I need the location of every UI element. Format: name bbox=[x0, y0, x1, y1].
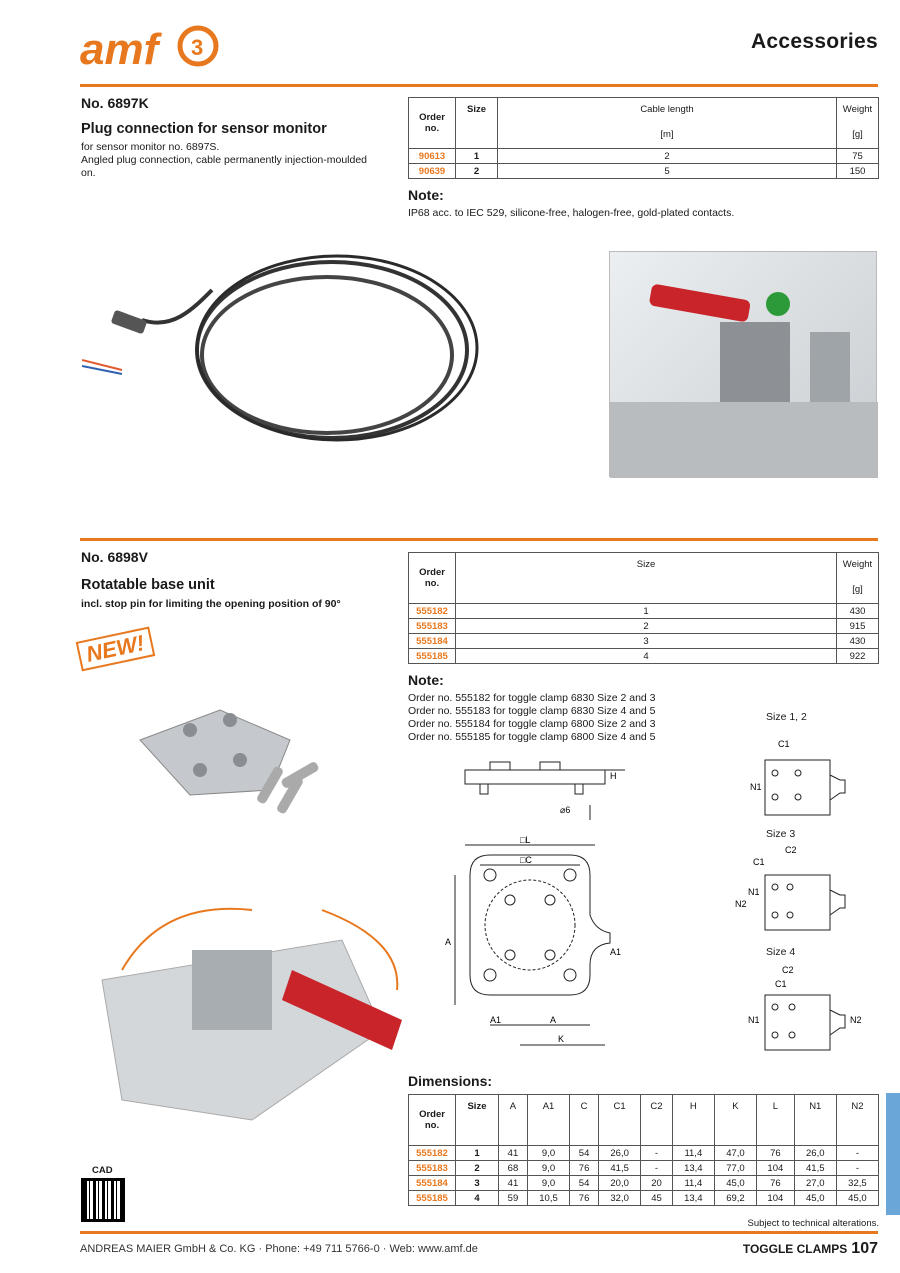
weight-header: Weight bbox=[842, 559, 873, 570]
cell: - bbox=[836, 1161, 878, 1176]
cell: 3 bbox=[456, 634, 837, 649]
cell: 915 bbox=[837, 619, 879, 634]
product-number: No. 6898V bbox=[81, 549, 148, 565]
cell: 20 bbox=[641, 1176, 673, 1191]
col-l: L bbox=[756, 1095, 794, 1146]
cell: 13,4 bbox=[672, 1161, 714, 1176]
note-title: Note: bbox=[408, 672, 444, 688]
cell: - bbox=[836, 1146, 878, 1161]
cell: 76 bbox=[756, 1176, 794, 1191]
technical-drawings bbox=[430, 705, 885, 1060]
dim-c1-label: C1 bbox=[753, 857, 765, 867]
clamp-photo bbox=[82, 880, 412, 1130]
col-order: Order no. bbox=[409, 1095, 456, 1146]
cell: 9,0 bbox=[527, 1161, 569, 1176]
note-line: Order no. 555182 for toggle clamp 6830 Size 2 and 3 bbox=[408, 692, 656, 704]
cell: - bbox=[641, 1161, 673, 1176]
order-number[interactable]: 555185 bbox=[409, 1191, 456, 1206]
order-number[interactable]: 555184 bbox=[409, 634, 456, 649]
col-weight bbox=[837, 553, 879, 604]
cell: 76 bbox=[570, 1161, 599, 1176]
col-cable bbox=[498, 98, 837, 149]
table-row bbox=[409, 1176, 879, 1191]
cell: 41,5 bbox=[599, 1161, 641, 1176]
cell: 922 bbox=[837, 649, 879, 664]
table-row bbox=[409, 164, 879, 179]
col-n2: N2 bbox=[836, 1095, 878, 1146]
order-number[interactable]: 555182 bbox=[409, 1146, 456, 1161]
dim-a1-bottom-label: A1 bbox=[490, 1015, 502, 1025]
subject-note: Subject to technical alterations. bbox=[747, 1218, 879, 1229]
weight-unit: [g] bbox=[852, 584, 863, 595]
size-label: Size 3 bbox=[766, 828, 796, 840]
dim-n2-label: N2 bbox=[735, 899, 747, 909]
new-badge: NEW! bbox=[76, 627, 155, 672]
table-row bbox=[409, 604, 879, 619]
col-order: Order no. bbox=[409, 553, 456, 604]
chapter-tab[interactable] bbox=[886, 1093, 900, 1215]
col-c2: C2 bbox=[641, 1095, 673, 1146]
qr-code-icon[interactable] bbox=[81, 1178, 125, 1222]
cell: 20,0 bbox=[599, 1176, 641, 1191]
base-unit-image bbox=[120, 700, 340, 840]
description-line: for sensor monitor no. 6897S. bbox=[81, 141, 220, 153]
dim-body bbox=[409, 1146, 879, 1206]
description-line: Angled plug connection, cable permanently injection-moulded on. bbox=[81, 154, 368, 179]
dimensions-table bbox=[408, 1094, 879, 1206]
footer-company: ANDREAS MAIER GmbH & Co. KG · Phone: +49 711 5766-0 · Web: www.amf.de bbox=[80, 1243, 478, 1255]
cell: 26,0 bbox=[599, 1146, 641, 1161]
order-number[interactable]: 555182 bbox=[409, 604, 456, 619]
cell: 10,5 bbox=[527, 1191, 569, 1206]
cell: 41,5 bbox=[794, 1161, 836, 1176]
product-description bbox=[81, 141, 381, 180]
cell: 59 bbox=[498, 1191, 527, 1206]
cell: 77,0 bbox=[714, 1161, 756, 1176]
dim-header-row bbox=[409, 1095, 879, 1146]
cell: 9,0 bbox=[527, 1146, 569, 1161]
application-photo bbox=[609, 251, 877, 477]
dim-c2-label: C2 bbox=[785, 845, 797, 855]
svg-text:amf: amf bbox=[80, 25, 159, 74]
amf-logo bbox=[80, 22, 220, 74]
table-row bbox=[409, 619, 879, 634]
table-row bbox=[409, 634, 879, 649]
page-number: 107 bbox=[851, 1240, 878, 1257]
dim-h-label: H bbox=[610, 771, 617, 781]
cell: 430 bbox=[837, 604, 879, 619]
table-row bbox=[409, 1161, 879, 1176]
note-line: Order no. 555183 for toggle clamp 6830 Size 4 and 5 bbox=[408, 705, 656, 717]
note-line: Order no. 555185 for toggle clamp 6800 Size 4 and 5 bbox=[408, 731, 656, 743]
size-label: Size 1, 2 bbox=[766, 711, 807, 723]
col-size: Size bbox=[456, 553, 837, 604]
cell: 54 bbox=[570, 1176, 599, 1191]
cell: 26,0 bbox=[794, 1146, 836, 1161]
cell: 2 bbox=[456, 164, 498, 179]
table-row bbox=[409, 1191, 879, 1206]
cell: 41 bbox=[498, 1146, 527, 1161]
order-number[interactable]: 555185 bbox=[409, 649, 456, 664]
col-a1: A1 bbox=[527, 1095, 569, 1146]
cell: 45,0 bbox=[714, 1176, 756, 1191]
cable-image bbox=[82, 250, 482, 480]
cell: 4 bbox=[456, 649, 837, 664]
col-a: A bbox=[498, 1095, 527, 1146]
order-table bbox=[408, 97, 879, 179]
cad-label: CAD bbox=[92, 1165, 113, 1176]
cell: 2 bbox=[498, 149, 837, 164]
photo-drawing bbox=[610, 252, 878, 478]
cell: 27,0 bbox=[794, 1176, 836, 1191]
order-number[interactable]: 555184 bbox=[409, 1176, 456, 1191]
col-c: C bbox=[570, 1095, 599, 1146]
cable-unit: [m] bbox=[660, 129, 674, 140]
dim-k-label: K bbox=[558, 1034, 565, 1044]
cell: 430 bbox=[837, 634, 879, 649]
cell: 104 bbox=[756, 1161, 794, 1176]
cell: 69,2 bbox=[714, 1191, 756, 1206]
cell: 75 bbox=[837, 149, 879, 164]
cell: - bbox=[641, 1146, 673, 1161]
col-h: H bbox=[672, 1095, 714, 1146]
dim-n1-label: N1 bbox=[750, 782, 762, 792]
order-table bbox=[408, 552, 879, 664]
footer-right bbox=[743, 1240, 878, 1258]
col-size: Size bbox=[456, 98, 498, 149]
dim-c2-label: C2 bbox=[782, 965, 794, 975]
dim-a-bottom-label: A bbox=[550, 1015, 557, 1025]
weight-header: Weight bbox=[842, 104, 873, 115]
order-number[interactable]: 555183 bbox=[409, 619, 456, 634]
note-text: IP68 acc. to IEC 529, silicone-free, halogen-free, gold-plated contacts. bbox=[408, 207, 735, 219]
product-description: incl. stop pin for limiting the opening position of 90° bbox=[81, 598, 341, 610]
dim-a1-label: A1 bbox=[610, 947, 622, 957]
cell: 68 bbox=[498, 1161, 527, 1176]
col-size: Size bbox=[456, 1095, 499, 1146]
dim-n2-label: N2 bbox=[850, 1015, 862, 1025]
cell: 32,5 bbox=[836, 1176, 878, 1191]
col-c1: C1 bbox=[599, 1095, 641, 1146]
cell: 2 bbox=[456, 1161, 499, 1176]
product-name: Plug connection for sensor monitor bbox=[81, 121, 327, 137]
cell: 45,0 bbox=[836, 1191, 878, 1206]
cell: 1 bbox=[456, 149, 498, 164]
page-title: Accessories bbox=[750, 30, 878, 53]
col-weight bbox=[837, 98, 879, 149]
cell: 9,0 bbox=[527, 1176, 569, 1191]
header-divider bbox=[80, 84, 878, 87]
dim-n1-label: N1 bbox=[748, 1015, 760, 1025]
footer-divider bbox=[80, 1231, 878, 1234]
cell: 1 bbox=[456, 1146, 499, 1161]
cell: 11,4 bbox=[672, 1176, 714, 1191]
col-k: K bbox=[714, 1095, 756, 1146]
cell: 76 bbox=[756, 1146, 794, 1161]
size-label: Size 4 bbox=[766, 946, 796, 958]
cell: 11,4 bbox=[672, 1146, 714, 1161]
dim-c1-label: C1 bbox=[775, 979, 787, 989]
cell: 150 bbox=[837, 164, 879, 179]
cell: 54 bbox=[570, 1146, 599, 1161]
cell: 3 bbox=[456, 1176, 499, 1191]
footer-section: TOGGLE CLAMPS bbox=[742, 1242, 848, 1256]
cable-header: Cable length bbox=[640, 104, 694, 115]
dim-l-label: □L bbox=[520, 835, 531, 845]
col-order: Order no. bbox=[409, 98, 456, 149]
cell: 5 bbox=[498, 164, 837, 179]
dim-a-label: A bbox=[445, 937, 452, 947]
order-number[interactable]: 90639 bbox=[409, 164, 456, 179]
order-number[interactable]: 90613 bbox=[409, 149, 456, 164]
col-n1: N1 bbox=[794, 1095, 836, 1146]
dim-n1-label: N1 bbox=[748, 887, 760, 897]
product-name: Rotatable base unit bbox=[81, 577, 215, 593]
weight-unit: [g] bbox=[852, 129, 863, 140]
table-row bbox=[409, 649, 879, 664]
order-number[interactable]: 555183 bbox=[409, 1161, 456, 1176]
dim-d6-label: ⌀6 bbox=[560, 805, 571, 815]
cell: 41 bbox=[498, 1176, 527, 1191]
table-row bbox=[409, 1146, 879, 1161]
cell: 76 bbox=[570, 1191, 599, 1206]
section-divider bbox=[80, 538, 878, 541]
cell: 13,4 bbox=[672, 1191, 714, 1206]
dimensions-title: Dimensions: bbox=[408, 1073, 493, 1089]
table-row bbox=[409, 149, 879, 164]
dim-c1-label: C1 bbox=[778, 739, 790, 749]
cell: 32,0 bbox=[599, 1191, 641, 1206]
cell: 2 bbox=[456, 619, 837, 634]
cell: 45,0 bbox=[794, 1191, 836, 1206]
cell: 47,0 bbox=[714, 1146, 756, 1161]
note-title: Note: bbox=[408, 187, 444, 203]
cell: 104 bbox=[756, 1191, 794, 1206]
svg-text:3: 3 bbox=[191, 35, 204, 60]
cell: 45 bbox=[641, 1191, 673, 1206]
cell: 1 bbox=[456, 604, 837, 619]
cell: 4 bbox=[456, 1191, 499, 1206]
product-number: No. 6897K bbox=[81, 95, 149, 111]
note-line: Order no. 555184 for toggle clamp 6800 Size 2 and 3 bbox=[408, 718, 656, 730]
dim-c-label: □C bbox=[520, 855, 532, 865]
